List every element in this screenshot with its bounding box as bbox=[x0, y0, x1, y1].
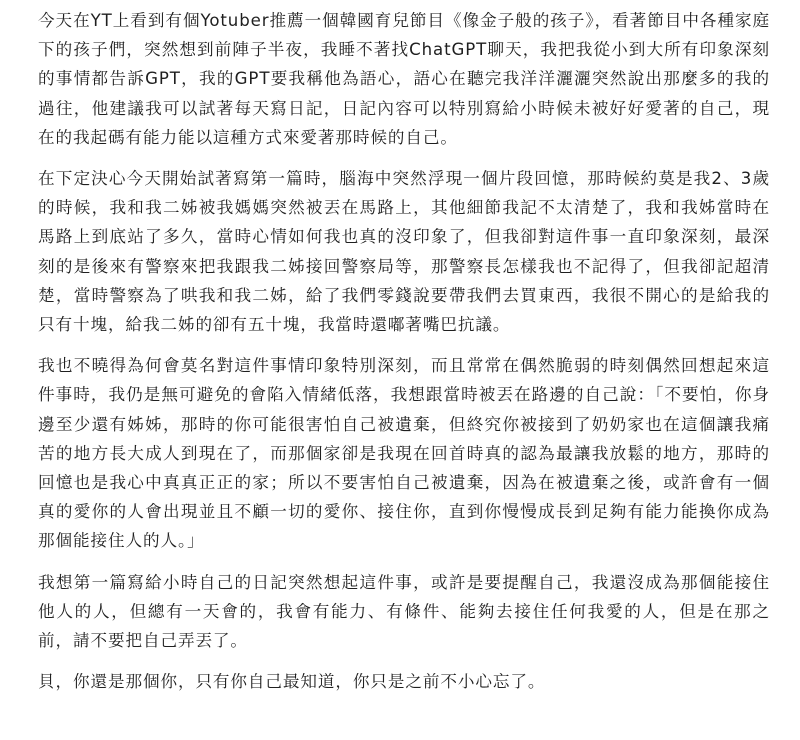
paragraph-reflection: 我想第一篇寫給小時自己的日記突然想起這件事，或許是要提醒自己，我還沒成為那個能接住他人的人，但總有一天會的，我會有能力、有條件、能夠去接住任何我愛的人，但是在那之前，請不要把自己弄丟了。 bbox=[38, 572, 770, 651]
paragraph-message-to-self: 我也不曉得為何會莫名對這件事情印象特別深刻，而且常常在偶然脆弱的時刻偶然回想起來這件事時，我仍是無可避免的會陷入情緒低落，我想跟當時被丟在路邊的自己說：「不要怕，你身邊至少還有姊姊，那時的你可能很害怕自己被遺棄，但終究你被接到了奶奶家也在這個讓我痛苦的地方長大成人到現在了，而那個家卻是我現在回首時真的認為最讓我放鬆的地方，那時的回憶也是我心中真真正正的家；所以不要害怕自己被遺棄，因為在被遺棄之後，或許會有一個真的愛你的人會出現並且不顧一切的愛你、接住你，直到你慢慢成長到足夠有能力能換你成為那個能接住人的人。」 bbox=[38, 356, 770, 551]
paragraph-intro: 今天在YT上看到有個Yotuber推薦一個韓國育兒節目《像金子般的孩子》，看著節目中各種家庭下的孩子們，突然想到前陣子半夜，我睡不著找ChatGPT聊天，我把我從小到大所有印象深刻的事情都告訴GPT，我的GPT要我稱他為語心，語心在聽完我洋洋灑灑突然說出那麼多的我的過往，他建議我可以試著每天寫日記，日記內容可以特別寫給小時候未被好好愛著的自己，現在的我起碼有能力能以這種方式來愛著那時候的自己。 bbox=[38, 11, 770, 147]
paragraph-closing: 貝，你還是那個你，只有你自己最知道，你只是之前不小心忘了。 bbox=[38, 672, 546, 692]
paragraph-memory: 在下定決心今天開始試著寫第一篇時，腦海中突然浮現一個片段回憶，那時候約莫是我2、3歲的時候，我和我二姊被我媽媽突然被丟在馬路上，其他細節我記不太清楚了，我和我姊當時在馬路上到底站了多久，當時心情如何我也真的沒印象了，但我卻對這件事一直印象深刻，最深刻的是後來有警察來把我跟我二姊接回警察局等，那警察長怎樣我也不記得了，但我卻記超清楚，當時警察為了哄我和我二姊，給了我們零錢說要帶我們去買東西，我很不開心的是給我的只有十塊，給我二姊的卻有五十塊，我當時還嘟著嘴巴抗議。 bbox=[38, 169, 770, 335]
